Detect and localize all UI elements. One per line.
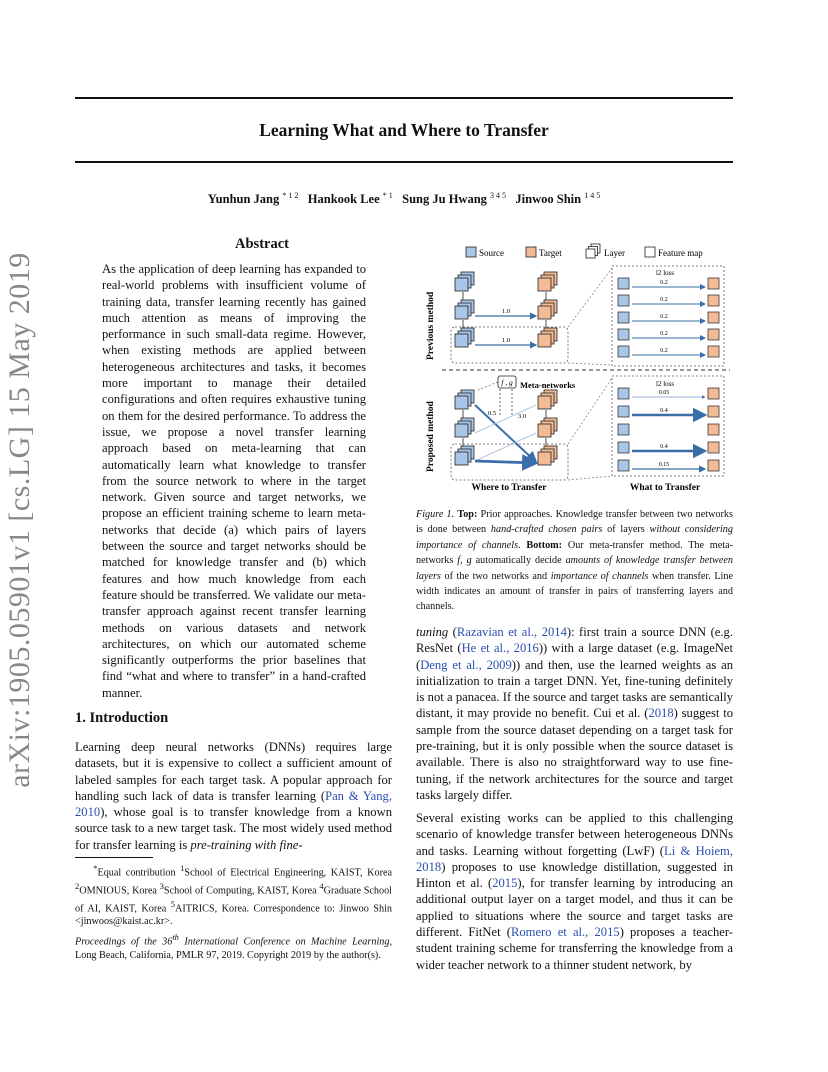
- prev-loss-label: l2 loss: [656, 269, 675, 277]
- figure-1-caption: [416, 507, 733, 615]
- abstract-paragraph: As the application of deep learning has expanded to real-world problems with insufficient volume of training data, transfer learning recently has gained much attention as means of improving the performance in such small-data regime. However, when existing methods are applied between heterogeneous architectures and tasks, it becomes more important to manage their detailed configurations and often requires exhaustive tuning on them for the desired performance. To address the issue, we propose a novel transfer learning approach based on meta-learning that can automatically learn what knowledge to transfer from the source network to where in the target network. Given source and target networks, we propose an efficient training scheme to learn meta-networks that decide (a) which pairs of layers between the source and target networks should be matched for knowledge transfer and (b) which features and how much knowledge from each feature should be transferred. We validate our meta-transfer approach against recent transfer learning methods on various datasets and network architectures, on which our automated scheme significantly outperforms the prior baselines that find “what and where to transfer” in a hand-crafted manner.: [102, 262, 366, 700]
- arxiv-id: arXiv:1905.05901v1 [cs.LG] 15 May 2019: [3, 252, 36, 788]
- citation-link[interactable]: He et al., 2016: [461, 641, 539, 656]
- intro-paragraph: [75, 739, 392, 853]
- author-list: [75, 191, 733, 207]
- label-where-to-transfer: Where to Transfer: [471, 483, 547, 493]
- text: , Long Beach, California, PMLR 97, 2019. Copyright 2019 by the author(s).: [75, 936, 393, 961]
- text: School of Electrical Engineering, KAIST, Korea: [184, 867, 392, 879]
- prop-channel-weight: 0.4: [660, 408, 668, 414]
- label-proposed-method: Proposed method: [426, 401, 436, 472]
- text: (: [448, 625, 457, 639]
- prop-transfer-arrow: [475, 461, 536, 463]
- emphasis: pre-training with fine-: [190, 837, 303, 852]
- prop-channel-weight: 0.4: [660, 444, 668, 450]
- footnote: *Equal contribution $^1$School of Electrical Engineering, KAIST, Korea $^2$OMNIOUS, Korea $^3$School of Computing, KAIST, Korea $^4$Graduate School of AI, KAIST, Korea $^5$AITRICS, Korea. Correspondence to: Jinwoo Shin <jinwoos@kaist.ac.kr>.: [75, 863, 392, 928]
- right-paragraph-1: [416, 624, 733, 803]
- prop-loss-label: l2 loss: [656, 380, 675, 388]
- label-what-to-transfer: What to Transfer: [629, 483, 701, 493]
- prev-channel-weight: 0.2: [660, 314, 668, 320]
- prop-transfer-arrow: [475, 405, 536, 462]
- abstract-text: [102, 261, 366, 701]
- legend-featuremap: Feature map: [658, 248, 703, 258]
- legend-target-swatch: [526, 247, 536, 257]
- legend-source: Source: [479, 248, 504, 258]
- prev-channel-rows: [618, 278, 719, 357]
- text: ) suggest to sample from the source dataset depending on a target task for pre-training, but it is only possible when the source dataset is available. There is also no straightforward way to use fine-tuning, if the network architectures for the source and target tasks largely differ.: [416, 706, 733, 802]
- text: Proceedings of the 36: [75, 936, 173, 948]
- prop-layer-weight: 3.0: [518, 413, 527, 420]
- right-paragraph-2: [416, 810, 733, 973]
- citation-link[interactable]: Li & Hoiem, 2018: [416, 843, 733, 874]
- prop-channel-weight: 0.05: [658, 390, 670, 396]
- proceedings-note: [75, 931, 392, 962]
- meta-networks-label: Meta-networks: [520, 380, 576, 390]
- author-name: Yunhun Jang: [207, 192, 280, 207]
- citation-link[interactable]: 2018: [648, 706, 674, 721]
- text: Equal contribution: [97, 867, 181, 879]
- meta-network-box: [498, 376, 516, 388]
- prop-target-network: [538, 390, 557, 465]
- prev-layer-weight: 1.0: [501, 308, 511, 315]
- prop-transfer-arrow: [475, 433, 536, 461]
- legend-layer: Layer: [604, 248, 625, 258]
- text: International Conference on Machine Learning: [178, 936, 390, 948]
- prev-channel-weight: 0.2: [660, 348, 668, 354]
- text: importance of channels: [550, 570, 649, 582]
- text: of layers: [602, 524, 650, 536]
- text: Prior approaches. Knowledge transfer between two networks is done between: [416, 509, 733, 536]
- text: Our meta-transfer method. The meta-networks: [416, 539, 734, 567]
- citation-link[interactable]: Romero et al., 2015: [510, 925, 620, 940]
- meta-fg-label: f , g: [501, 378, 513, 387]
- prev-target-network: [538, 272, 557, 347]
- citation-link[interactable]: Razavian et al., 2014: [456, 625, 567, 639]
- text: when transfer. Line width indicates an amount of transfer in pairs of transferring layers and channels.: [416, 570, 733, 613]
- text: School of Computing, KAIST, Korea: [163, 885, 320, 897]
- text: ), for transfer learning by introducing an additional output layer on a target model, and thus it can be applied to situations where the source and target tasks are different. FitNet (: [416, 876, 734, 940]
- prop-channel-rows: [618, 388, 719, 471]
- citation-link[interactable]: Pan & Yang, 2010: [75, 788, 392, 820]
- text: Learning deep neural networks (DNNs) requires large datasets, but it is expensive to collect a sufficient amount of labeled samples for each target task. A popular approach for handling such lack of data is transfer learning (: [75, 740, 392, 803]
- author-affil: 3 4 5: [490, 191, 507, 200]
- text: th: [172, 932, 179, 942]
- text: Graduate School of AI, KAIST, Korea: [75, 885, 392, 914]
- text: )) with a large dataset (e.g. ImageNet (: [416, 641, 733, 672]
- author-name: Sung Ju Hwang: [402, 192, 487, 207]
- text: without considering importance of channels: [416, 524, 733, 551]
- prev-channel-weight: 0.2: [660, 297, 668, 303]
- text: ): first train a source DNN (e.g. ResNet (: [416, 625, 733, 656]
- text: automatically decide: [471, 555, 566, 567]
- text: Figure 1.: [416, 509, 458, 520]
- author-affil: * 1 2: [282, 191, 299, 200]
- top-rule: [75, 97, 733, 99]
- text: OMNIOUS, Korea: [79, 885, 160, 897]
- author-affil: 1 4 5: [584, 191, 601, 200]
- text: ) proposes a teacher-student training scheme for transferring the knowledge from a wider teacher network to a thinner student network, by: [416, 925, 734, 972]
- prop-channel-weight: 0.15: [658, 462, 670, 468]
- author-affil: * 1: [382, 191, 393, 200]
- prev-source-network: [455, 272, 474, 347]
- prev-channel-weight: 0.2: [660, 331, 668, 337]
- zoom-line: [568, 476, 612, 480]
- legend-layer-icon: [586, 244, 600, 258]
- legend-source-swatch: [466, 247, 476, 257]
- zoom-line: [568, 363, 612, 365]
- text: hand-crafted chosen pairs: [490, 524, 603, 536]
- legend-target: Target: [539, 248, 562, 258]
- legend-featuremap-swatch: [645, 247, 655, 257]
- text: AITRICS, Korea. Correspondence to: Jinwoo Shin <jinwoos@kaist.ac.kr>.: [75, 902, 392, 928]
- citation-link[interactable]: 2015: [492, 876, 518, 891]
- author-name: Hankook Lee: [307, 192, 380, 207]
- figure-1-diagram: [420, 240, 732, 500]
- footnote-rule: [75, 857, 153, 858]
- text: of the two networks and: [440, 570, 551, 582]
- author-name: Jinwoo Shin: [515, 192, 582, 207]
- prev-layer-weight: 1.0: [501, 337, 511, 344]
- label-previous-method: Previous method: [426, 291, 436, 360]
- text: amounts of knowledge transfer between layers: [416, 555, 733, 582]
- paper-title: Learning What and Where to Transfer: [259, 120, 549, 140]
- prop-source-network: [455, 390, 474, 465]
- text: ) proposes to use knowledge distillation, suggested in Hinton et al. (: [416, 859, 733, 891]
- prop-layer-weight: 0.5: [488, 410, 497, 417]
- prev-channel-weight: 0.2: [660, 280, 668, 286]
- text: )) and then, use the learned weights as an initialization to train a target DNN. Yet, fine-tuning definitely is not a panacea. If the source and target tasks are semantically distant, it may provide no benefit. Cui et al. (: [416, 657, 733, 721]
- figure-1: [420, 240, 732, 500]
- text: .: [518, 539, 527, 551]
- citation-link[interactable]: Deng et al., 2009: [420, 657, 512, 672]
- zoom-line: [568, 268, 612, 327]
- section-heading-introduction: 1. Introduction: [75, 710, 169, 726]
- prop-transfer-arrow: [475, 405, 536, 433]
- text: Several existing works can be applied to this challenging scenario of knowledge transfer between heterogeneous DNNs and tasks. Learning without forgetting (LwF) (: [416, 811, 733, 858]
- meta-link: [478, 382, 498, 390]
- title-rule: [75, 161, 733, 163]
- text: Bottom:: [526, 539, 563, 551]
- text: Top:: [457, 509, 478, 520]
- abstract-heading: Abstract: [235, 236, 289, 252]
- text: ), whose goal is to transfer knowledge from a known source task to a new target task. The most widely used method for transfer learning is: [75, 805, 392, 852]
- text: tuning: [416, 625, 449, 639]
- text: f, g: [457, 555, 472, 567]
